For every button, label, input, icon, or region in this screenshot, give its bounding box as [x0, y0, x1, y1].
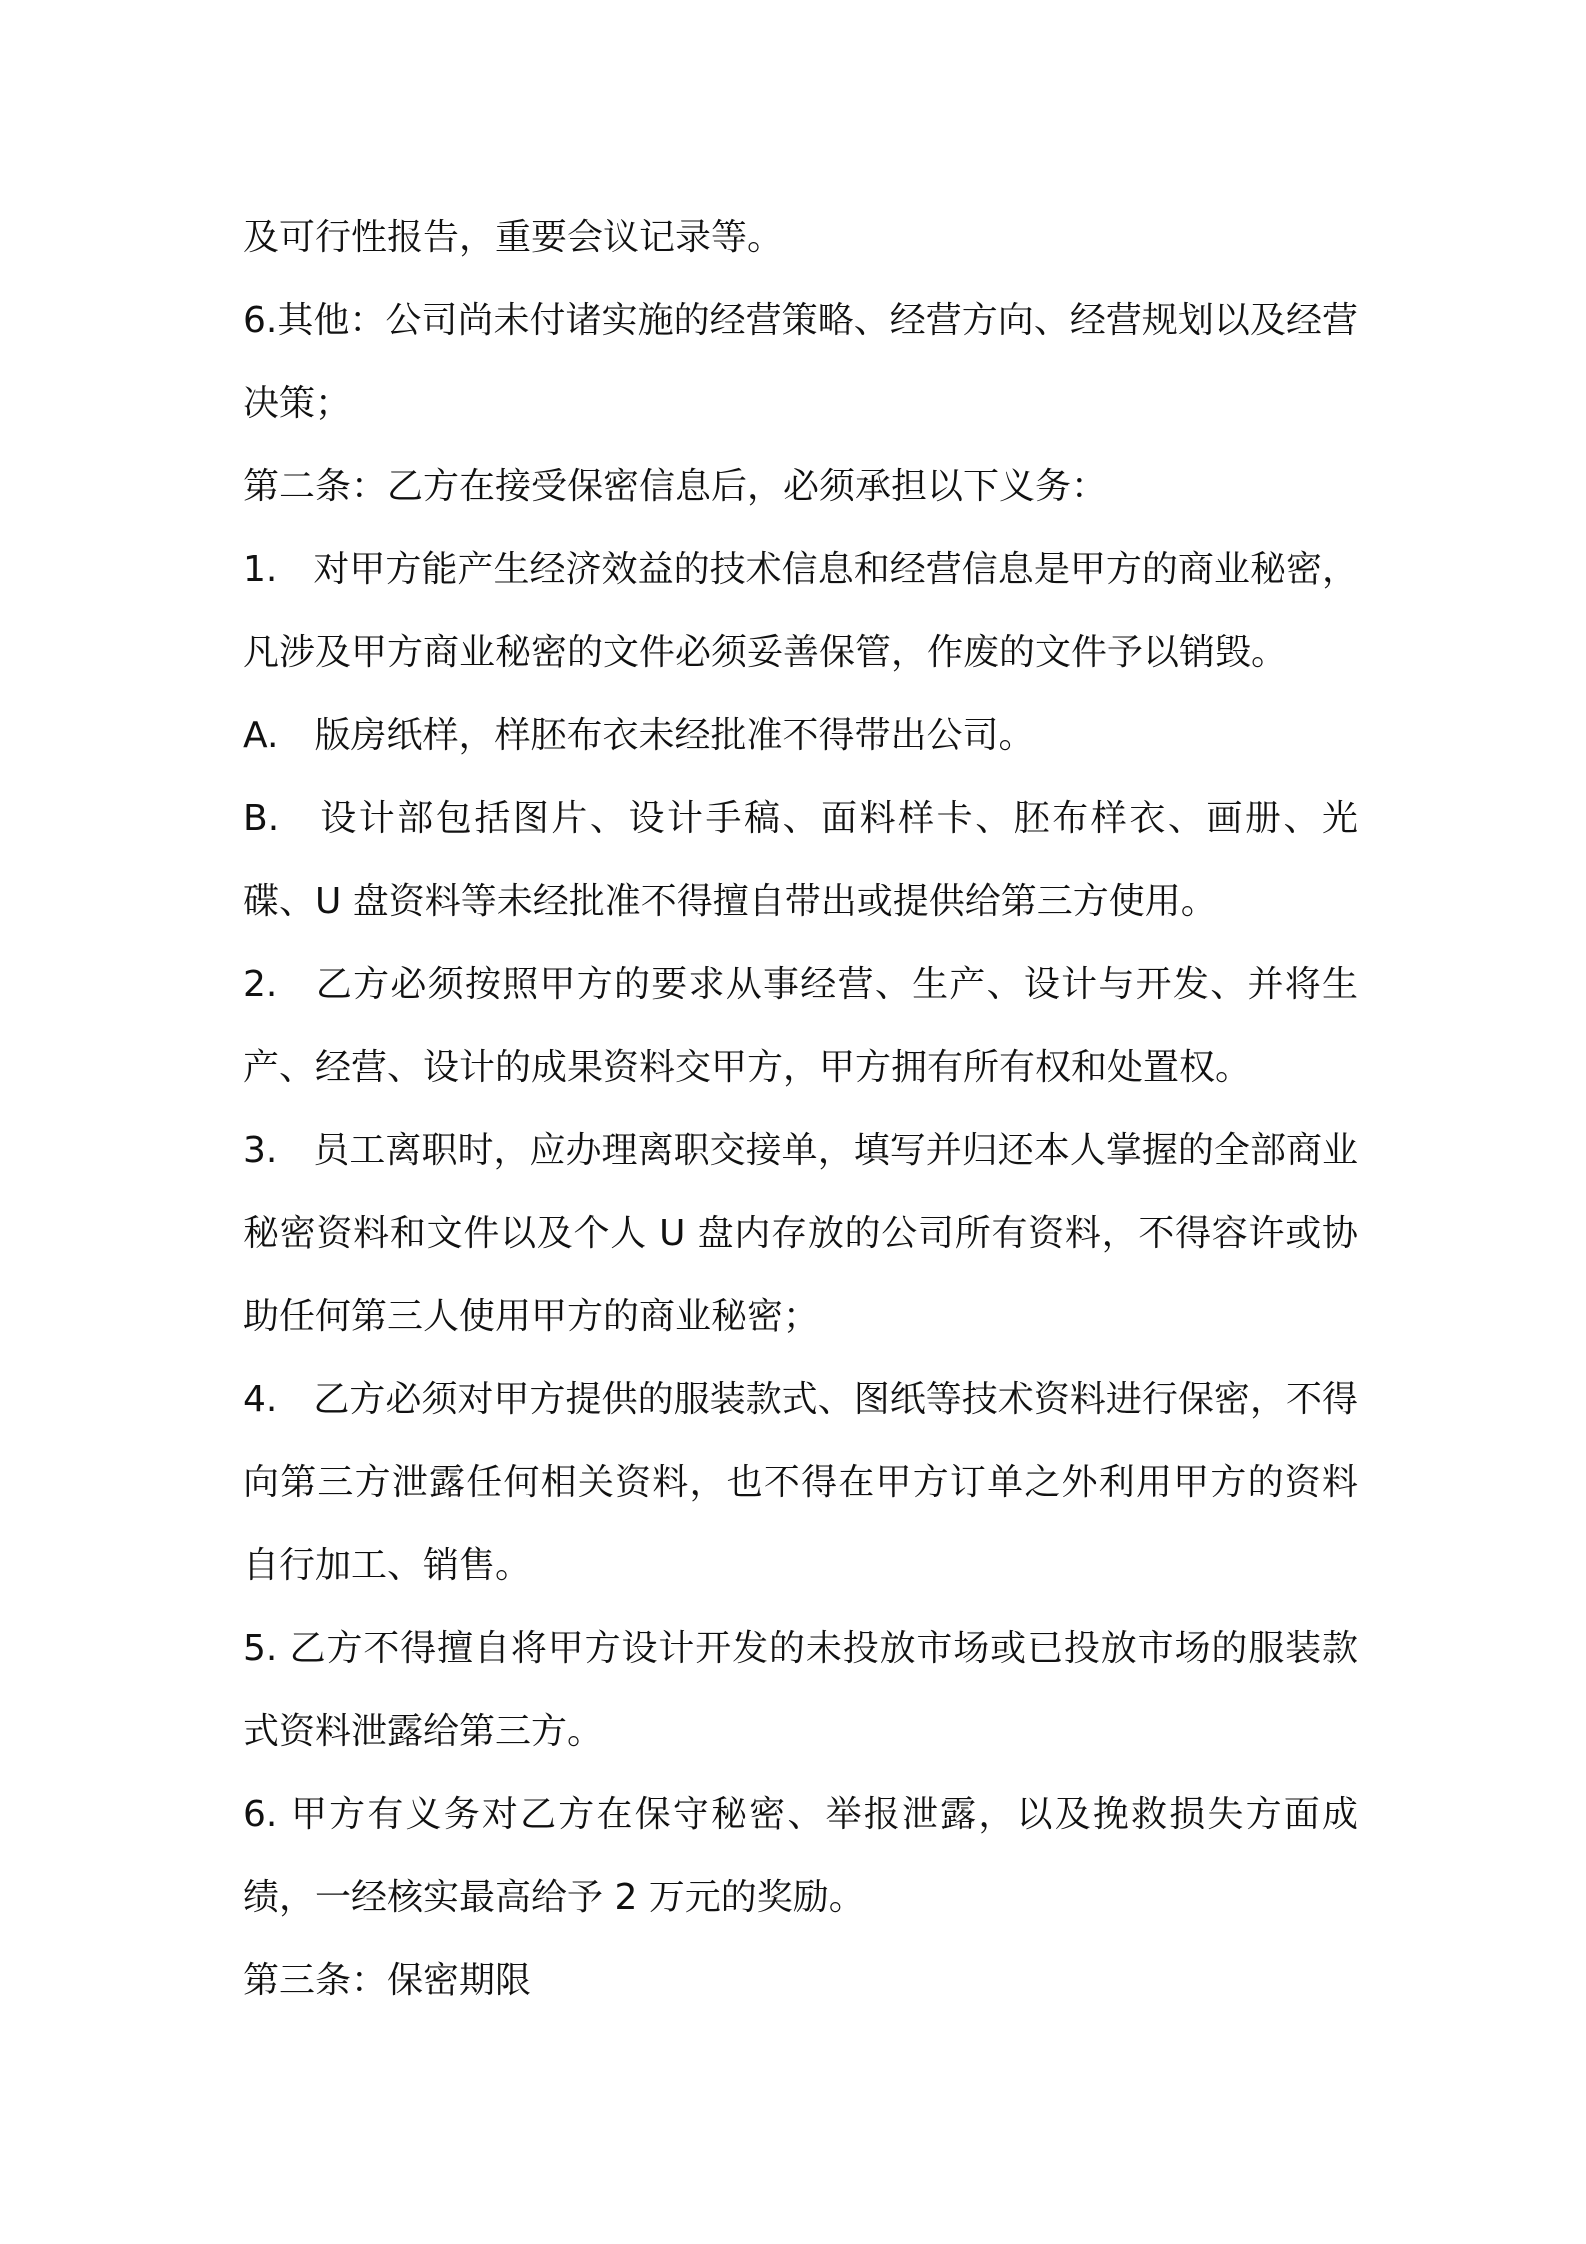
document-body [243, 196, 1358, 2022]
paragraph-obligation-2: 2. 乙方必须按照甲方的要求从事经营、生产、设计与开发、并将生产、经营、设计的成果资料交甲方，甲方拥有所有权和处置权。 [243, 964, 1358, 1088]
paragraph-article-3-heading: 第三条：保密期限 [243, 1960, 532, 2001]
paragraph-obligation-b: B. 设计部包括图片、设计手稿、面料样卡、胚布样衣、画册、光碟、U 盘资料等未经批准不得擅自带出或提供给第三方使用。 [243, 798, 1358, 922]
paragraph-obligation-3: 3. 员工离职时，应办理离职交接单，填写并归还本人掌握的全部商业秘密资料和文件以及个人 U 盘内存放的公司所有资料，不得容许或协助任何第三人使用甲方的商业秘密； [243, 1130, 1358, 1337]
paragraph-obligation-a: A. 版房纸样，样胚布衣未经批准不得带出公司。 [243, 715, 1035, 756]
paragraph-obligation-4: 4. 乙方必须对甲方提供的服装款式、图纸等技术资料进行保密，不得向第三方泄露任何相关资料，也不得在甲方订单之外利用甲方的资料自行加工、销售。 [243, 1379, 1358, 1586]
paragraph-continuation: 及可行性报告，重要会议记录等。 [243, 217, 784, 258]
paragraph-obligation-6: 6. 甲方有义务对乙方在保守秘密、举报泄露，以及挽救损失方面成绩，一经核实最高给予 2 万元的奖励。 [243, 1794, 1358, 1918]
paragraph-article-2-heading: 第二条：乙方在接受保密信息后，必须承担以下义务： [243, 466, 1108, 507]
paragraph-obligation-1: 1. 对甲方能产生经济效益的技术信息和经营信息是甲方的商业秘密，凡涉及甲方商业秘密的文件必须妥善保管，作废的文件予以销毁。 [243, 549, 1358, 673]
paragraph-obligation-5: 5. 乙方不得擅自将甲方设计开发的未投放市场或已投放市场的服装款式资料泄露给第三方。 [243, 1628, 1358, 1752]
paragraph-item-6-other: 6.其他：公司尚未付诸实施的经营策略、经营方向、经营规划以及经营决策； [243, 300, 1358, 424]
